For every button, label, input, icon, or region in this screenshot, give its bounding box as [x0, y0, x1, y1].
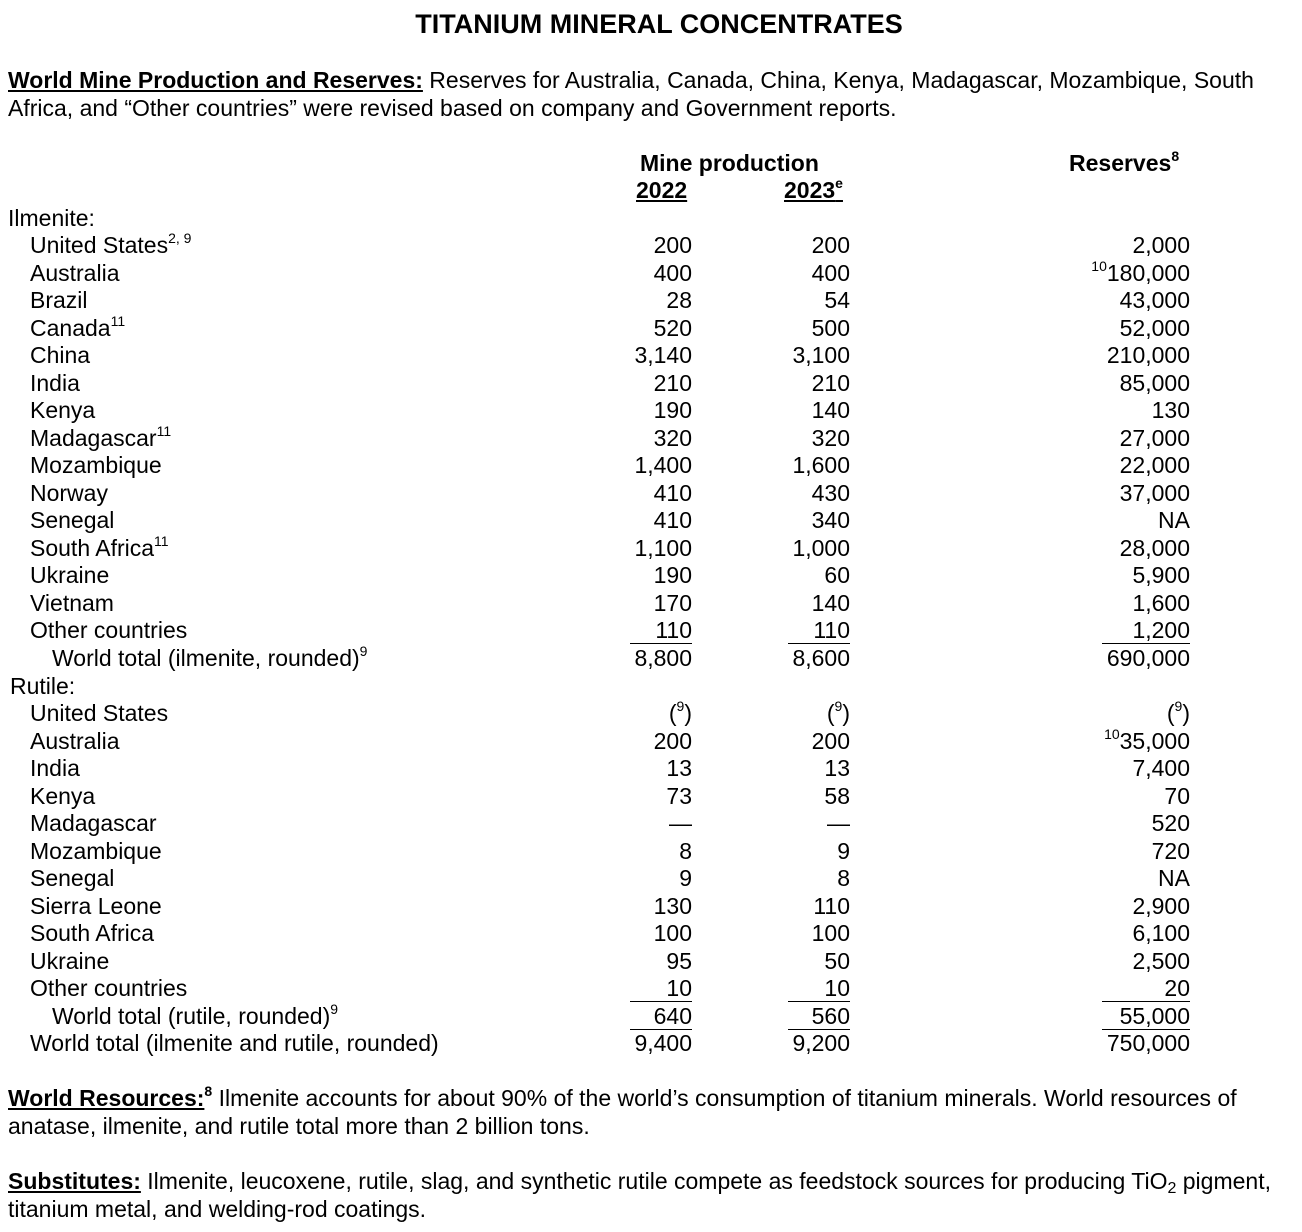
ilmenite-2023-value: 140	[811, 589, 850, 616]
ilmenite-reserves-value: 52,000	[1119, 314, 1190, 341]
ilmenite-2023-value: 340	[811, 507, 850, 533]
ilmenite-2022-value: 320	[653, 424, 692, 451]
rutile-row-label: Mozambique	[30, 837, 162, 864]
ilmenite-row-label: South Africa$^{11}$	[30, 532, 169, 561]
rutile-2023-value: ($^9$)	[826, 698, 850, 726]
ilmenite-row-label: Norway	[30, 479, 108, 506]
reserves-header: Reserves$^8$	[1069, 148, 1180, 176]
rutile-2022-value: 10	[630, 975, 692, 1002]
production-intro-text: Reserves for Australia, Canada, China, Kenya, Madagascar, Mozambique, South Africa, and “Other countries” were revised based on company and Government reports.	[8, 67, 1254, 121]
ilmenite-2022-value: 210	[653, 369, 692, 396]
grand-total-2022: 9,400	[634, 1030, 692, 1056]
ilmenite-reserves-value: 43,000	[1119, 287, 1190, 313]
ilmenite-2023-value: 1,600	[792, 452, 850, 478]
production-intro	[8, 67, 1298, 122]
ilmenite-row-label: Australia	[30, 259, 120, 286]
ilmenite-total-label: World total (ilmenite, rounded)$^9$	[52, 642, 368, 671]
ilmenite-row-label: Madagascar$^{11}$	[30, 422, 172, 451]
rutile-row-label: Ukraine	[30, 947, 110, 974]
rutile-2022-value: —	[669, 810, 692, 836]
world-resources: World Resources:$^8$ Ilmenite accounts for about 90% of the world’s consumption of titanium minerals. World resources of anatase, ilmenite, and rutile total more than 2 billion tons.	[8, 1083, 1237, 1139]
rutile-reserves-value: 7,400	[1132, 755, 1190, 781]
ilmenite-row-label: China	[30, 342, 91, 368]
ilmenite-2022-value: 1,400	[634, 452, 692, 478]
ilmenite-2023-value: 400	[811, 259, 850, 286]
rutile-2023-value: 100	[811, 920, 850, 946]
ilmenite-2022-value: 200	[653, 232, 692, 258]
rutile-2022-value: ($^9$)	[668, 698, 692, 726]
production-intro-heading: World Mine Production and Reserves:	[8, 67, 423, 93]
ilmenite-2022-value: 190	[653, 397, 692, 423]
rutile-row-label: United States	[30, 700, 169, 726]
ilmenite-2022-value: 170	[653, 589, 692, 616]
rutile-row-label: South Africa	[30, 920, 155, 946]
world-resources-text: Ilmenite accounts for about 90% of the world’s consumption of titanium minerals. World resources of anatase, ilmenite, and rutile total more than 2 billion tons.	[8, 1085, 1237, 1139]
ilmenite-reserves-value: 1,600	[1132, 589, 1190, 616]
rutile-2023-value: 8	[837, 865, 850, 891]
ilmenite-row-label: Ukraine	[30, 562, 110, 588]
rutile-row-label: Kenya	[30, 782, 96, 809]
ilmenite-total-2023: 8,600	[792, 644, 850, 671]
rutile-reserves-value: 2,500	[1132, 947, 1190, 974]
ilmenite-row-label: Brazil	[30, 287, 88, 313]
ilmenite-reserves-value: 130	[1151, 397, 1190, 423]
ilmenite-2022-value: 3,140	[634, 342, 692, 368]
rutile-reserves-value: ($^9$)	[1166, 698, 1190, 726]
rutile-reserves-value: $^{10}$35,000	[1104, 725, 1190, 754]
grand-total-2023: 9,200	[792, 1030, 850, 1056]
rutile-2023-value: 50	[824, 947, 850, 974]
ilmenite-row-label: United States$^{2, 9}$	[30, 230, 192, 258]
ilmenite-2022-value: 1,100	[634, 534, 692, 561]
rutile-row-label: Other countries	[30, 975, 188, 1001]
rutile-2023-value: 10	[788, 975, 850, 1002]
rutile-row-label: Sierra Leone	[30, 892, 162, 919]
ilmenite-row-label: Other countries	[30, 617, 188, 643]
ilmenite-row-label: Vietnam	[30, 589, 114, 616]
ilmenite-2023-value: 60	[824, 562, 850, 588]
substitutes-text: Ilmenite, leucoxene, rutile, slag, and synthetic rutile compete as feedstock sources for producing TiO	[140, 1168, 1168, 1194]
ilmenite-2023-value: 3,100	[792, 342, 850, 368]
ilmenite-reserves-value: 210,000	[1106, 342, 1190, 368]
substitutes: Substitutes: Ilmenite, leucoxene, rutile, slag, and synthetic rutile compete as feedstock sources for producing TiO2 pigment, titanium metal, and welding-rod coatings.	[8, 1168, 1271, 1222]
ilmenite-reserves-value: 1,200	[1102, 617, 1190, 644]
rutile-2023-value: 9	[837, 837, 850, 864]
ilmenite-reserves-value: 37,000	[1119, 479, 1190, 506]
rutile-reserves-value: 520	[1151, 810, 1190, 836]
ilmenite-2022-value: 410	[653, 507, 692, 533]
ilmenite-row-label: Mozambique	[30, 452, 162, 478]
ilmenite-2023-value: 1,000	[792, 534, 850, 561]
rutile-2022-value: 8	[679, 837, 692, 864]
year-2022-header: 2022	[636, 177, 688, 203]
rutile-total-2023: 560	[788, 1003, 850, 1030]
ilmenite-section-heading: Ilmenite:	[8, 205, 95, 231]
rutile-2023-value: 110	[813, 892, 850, 919]
ilmenite-2023-value: 200	[811, 232, 850, 258]
page-title: TITANIUM MINERAL CONCENTRATES	[415, 9, 903, 39]
ilmenite-reserves-value: 22,000	[1119, 452, 1190, 478]
ilmenite-2022-value: 190	[653, 562, 692, 588]
ilmenite-reserves-value: 2,000	[1132, 232, 1190, 258]
rutile-reserves-value: 20	[1102, 975, 1190, 1002]
ilmenite-2022-value: 110	[630, 617, 692, 644]
rutile-2022-value: 13	[666, 755, 692, 781]
rutile-reserves-value: 2,900	[1132, 892, 1190, 919]
rutile-2023-value: 58	[824, 782, 850, 809]
ilmenite-2022-value: 410	[653, 479, 692, 506]
rutile-row-label: Madagascar	[30, 810, 157, 836]
rutile-row-label: Australia	[30, 727, 120, 754]
rutile-total-2022: 640	[630, 1003, 692, 1030]
ilmenite-2022-value: 520	[653, 314, 692, 341]
rutile-reserves-value: 70	[1164, 782, 1190, 809]
ilmenite-2023-value: 210	[811, 369, 850, 396]
ilmenite-2023-value: 54	[824, 287, 850, 313]
world-resources-heading: World Resources:	[8, 1085, 205, 1111]
ilmenite-2023-value: 140	[811, 397, 850, 423]
ilmenite-2023-value: 430	[811, 479, 850, 506]
rutile-row-label: India	[30, 755, 80, 781]
rutile-2023-value: 13	[824, 755, 850, 781]
rutile-2022-value: 73	[666, 782, 692, 809]
substitutes-heading: Substitutes:	[8, 1168, 141, 1194]
rutile-2022-value: 100	[653, 920, 692, 946]
ilmenite-row-label: Kenya	[30, 397, 96, 423]
rutile-2023-value: 200	[811, 727, 850, 754]
rutile-total-reserves: 55,000	[1102, 1003, 1190, 1030]
grand-total-reserves: 750,000	[1106, 1030, 1190, 1056]
mine-production-header: Mine production	[640, 150, 819, 176]
ilmenite-reserves-value: $^{10}$180,000	[1091, 257, 1190, 286]
rutile-reserves-value: 6,100	[1132, 920, 1190, 946]
ilmenite-reserves-value: 28,000	[1119, 534, 1190, 561]
ilmenite-reserves-value: NA	[1158, 507, 1190, 533]
ilmenite-reserves-value: 27,000	[1119, 424, 1190, 451]
ilmenite-2022-value: 400	[653, 259, 692, 286]
rutile-2022-value: 95	[666, 947, 692, 974]
rutile-row-label: Senegal	[30, 865, 115, 891]
ilmenite-total-reserves: 690,000	[1106, 644, 1190, 671]
rutile-total-label: World total (rutile, rounded)$^9$	[52, 1000, 339, 1029]
rutile-2022-value: 130	[653, 892, 692, 919]
rutile-2022-value: 200	[653, 727, 692, 754]
ilmenite-row-label: Senegal	[30, 507, 115, 533]
year-2023-header: 2023e	[784, 175, 843, 203]
ilmenite-2023-value: 500	[811, 314, 850, 341]
rutile-reserves-value: 720	[1151, 837, 1190, 864]
ilmenite-2023-value: 110	[788, 617, 850, 644]
ilmenite-2022-value: 28	[666, 287, 692, 313]
ilmenite-2023-value: 320	[811, 424, 850, 451]
rutile-reserves-value: NA	[1158, 865, 1190, 891]
ilmenite-total-2022: 8,800	[634, 644, 692, 671]
rutile-2023-value: —	[827, 810, 850, 836]
ilmenite-row-label: Canada$^{11}$	[30, 312, 126, 341]
grand-total-label: World total (ilmenite and rutile, rounded)	[30, 1030, 439, 1056]
ilmenite-row-label: India	[30, 369, 80, 396]
ilmenite-reserves-value: 5,900	[1132, 562, 1190, 588]
rutile-section-heading: Rutile:	[10, 673, 76, 699]
ilmenite-reserves-value: 85,000	[1119, 369, 1190, 396]
rutile-2022-value: 9	[679, 865, 692, 891]
